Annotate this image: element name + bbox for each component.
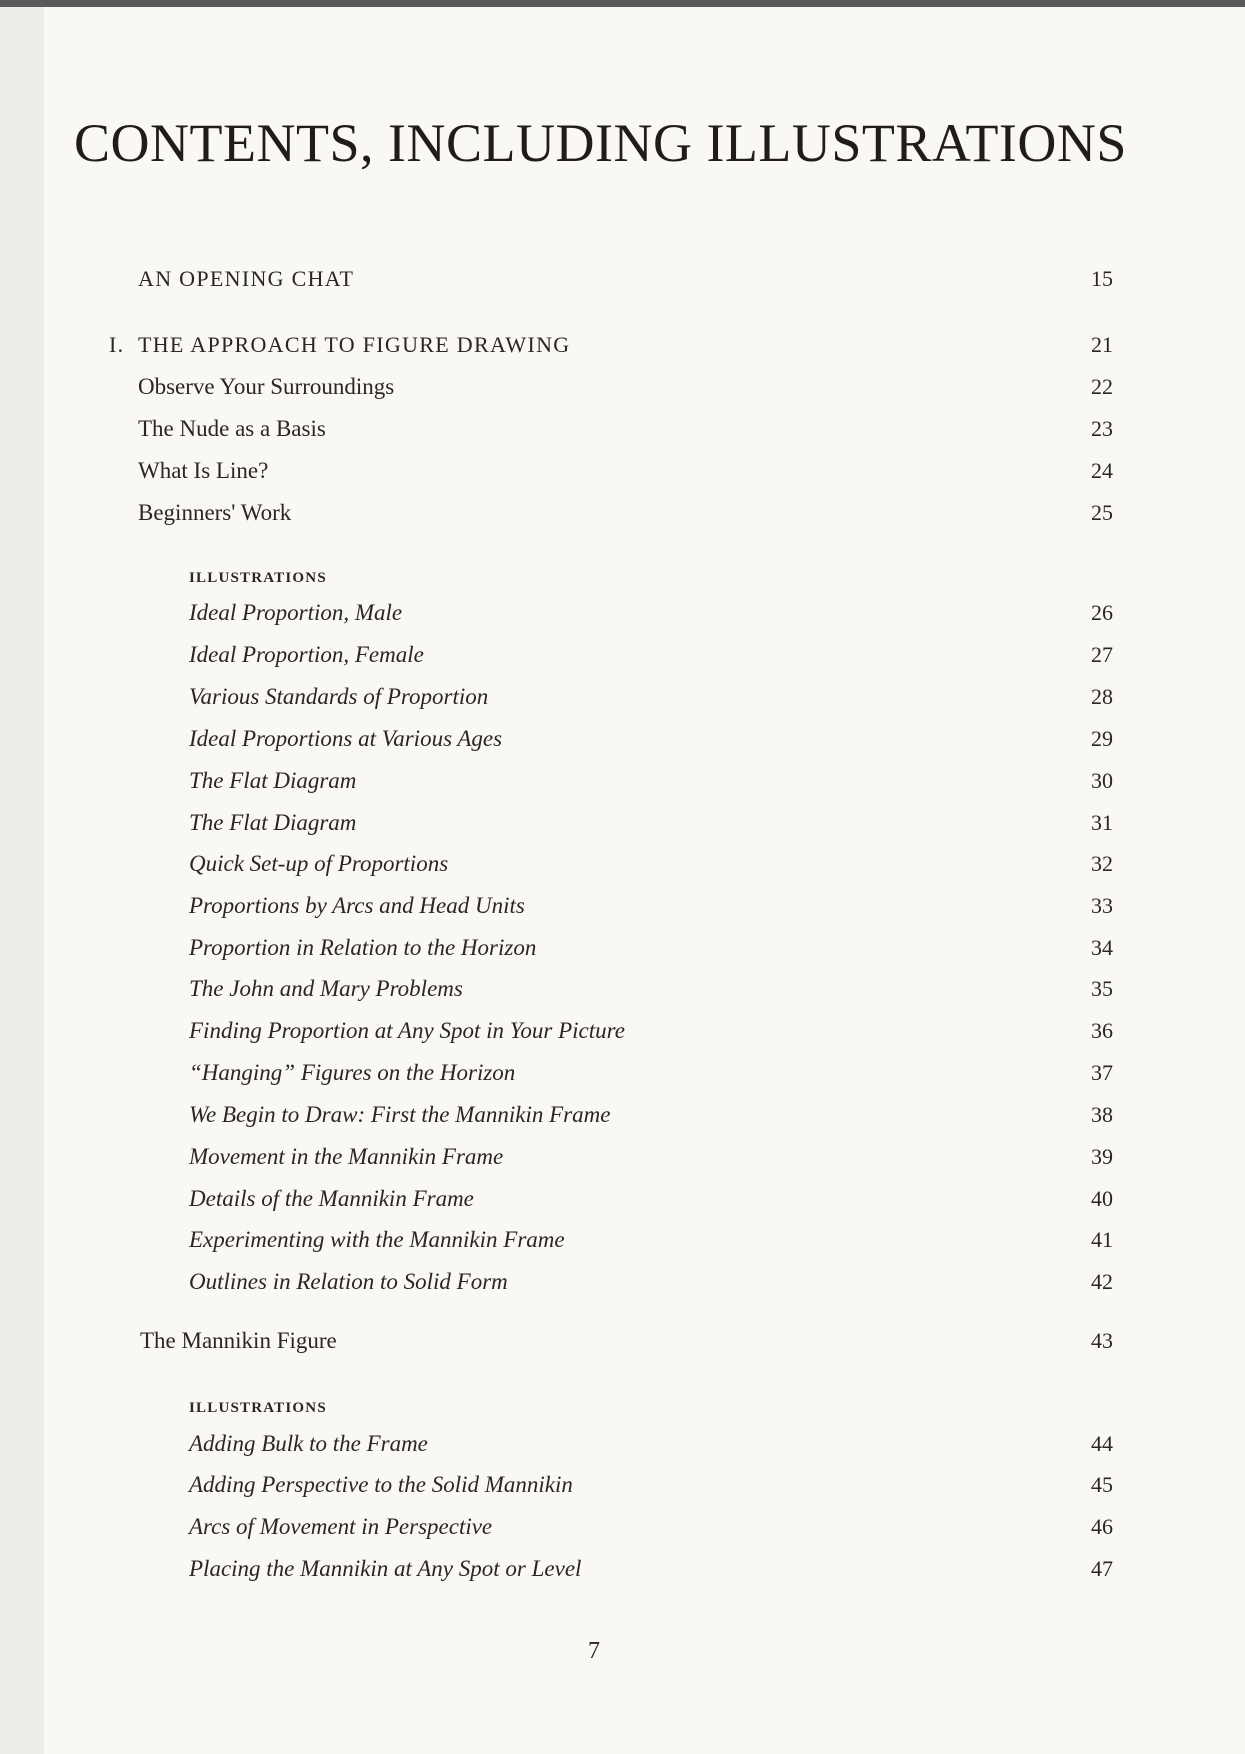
- illustrations-heading-label: ILLUSTRATIONS: [189, 1400, 327, 1416]
- chapter-title: THE APPROACH TO FIGURE DRAWING: [138, 332, 571, 357]
- illustration-label: Experimenting with the Mannikin Frame: [189, 1227, 565, 1252]
- illustration-page: 39: [1091, 1144, 1113, 1169]
- illustration-label: Proportions by Arcs and Head Units: [189, 893, 525, 918]
- illustrations-heading-label: ILLUSTRATIONS: [189, 570, 327, 586]
- illustration-label: The Flat Diagram: [189, 810, 357, 835]
- toc-section-page: 43: [1091, 1328, 1113, 1353]
- toc-illustration: [0, 1431, 1245, 1465]
- illustration-page: 26: [1091, 600, 1113, 625]
- toc-entry-page: 15: [1091, 266, 1113, 291]
- illustration-page: 40: [1091, 1186, 1113, 1211]
- illustration-label: Finding Proportion at Any Spot in Your Picture: [189, 1018, 625, 1043]
- illustration-page: 28: [1091, 684, 1113, 709]
- illustration-label: Adding Bulk to the Frame: [189, 1431, 428, 1456]
- illustration-label: Ideal Proportion, Female: [189, 642, 424, 667]
- toc-section: [0, 458, 1245, 492]
- illustration-page: 38: [1091, 1102, 1113, 1127]
- illustration-label: Movement in the Mannikin Frame: [189, 1144, 504, 1169]
- illustration-label: The Flat Diagram: [189, 768, 357, 793]
- toc-illustration: [0, 893, 1245, 927]
- toc-entry-label: AN OPENING CHAT: [138, 266, 355, 291]
- toc-illustration: [0, 1472, 1245, 1506]
- toc-illustration: [0, 1060, 1245, 1094]
- toc-section-page: 22: [1091, 374, 1113, 399]
- toc-section-page: 24: [1091, 458, 1113, 483]
- toc-section-label: Beginners' Work: [138, 500, 292, 525]
- illustrations-heading: [0, 570, 1245, 604]
- toc-illustration: [0, 600, 1245, 634]
- toc-section: [0, 500, 1245, 534]
- toc-illustration: [0, 1514, 1245, 1548]
- illustration-page: 32: [1091, 851, 1113, 876]
- toc-illustration: [0, 642, 1245, 676]
- toc-section-label: What Is Line?: [138, 458, 269, 483]
- toc-section: [0, 416, 1245, 450]
- page-number: 7: [588, 1638, 600, 1664]
- toc-illustration: [0, 1227, 1245, 1261]
- illustration-page: 29: [1091, 726, 1113, 751]
- scan-top-border: [0, 0, 1245, 7]
- illustration-label: The John and Mary Problems: [189, 976, 463, 1001]
- toc-illustration: [0, 976, 1245, 1010]
- toc-section-page: 25: [1091, 500, 1113, 525]
- illustration-label: Proportion in Relation to the Horizon: [189, 935, 537, 960]
- toc-section-label: Observe Your Surroundings: [138, 374, 395, 399]
- illustration-page: 37: [1091, 1060, 1113, 1085]
- toc-entry-page: 21: [1091, 332, 1113, 357]
- illustration-label: Outlines in Relation to Solid Form: [189, 1269, 508, 1294]
- toc-illustration: [0, 726, 1245, 760]
- illustration-label: Arcs of Movement in Perspective: [189, 1514, 493, 1539]
- toc-illustration: [0, 935, 1245, 969]
- illustration-page: 44: [1091, 1431, 1113, 1456]
- illustration-label: Adding Perspective to the Solid Mannikin: [189, 1472, 573, 1497]
- toc-entry-opening: [0, 266, 1245, 300]
- illustration-page: 42: [1091, 1269, 1113, 1294]
- illustration-label: We Begin to Draw: First the Mannikin Frame: [189, 1102, 611, 1127]
- illustration-page: 45: [1091, 1472, 1113, 1497]
- illustration-label: Quick Set-up of Proportions: [189, 851, 449, 876]
- page-title: CONTENTS, INCLUDING ILLUSTRATIONS: [74, 113, 1127, 173]
- toc-chapter-1: [0, 332, 1245, 366]
- illustration-label: “Hanging” Figures on the Horizon: [189, 1060, 516, 1085]
- illustration-page: 30: [1091, 768, 1113, 793]
- toc-illustration: [0, 1144, 1245, 1178]
- toc-illustration: [0, 810, 1245, 844]
- illustration-page: 46: [1091, 1514, 1113, 1539]
- illustration-label: Various Standards of Proportion: [189, 684, 489, 709]
- toc-section-label: The Mannikin Figure: [140, 1328, 337, 1353]
- illustration-page: 31: [1091, 810, 1113, 835]
- illustration-page: 34: [1091, 935, 1113, 960]
- illustration-page: 41: [1091, 1227, 1113, 1252]
- illustration-page: 27: [1091, 642, 1113, 667]
- toc-illustration: [0, 851, 1245, 885]
- toc-section: [0, 374, 1245, 408]
- illustration-label: Ideal Proportions at Various Ages: [189, 726, 503, 751]
- illustration-page: 36: [1091, 1018, 1113, 1043]
- toc-section: [0, 1328, 1245, 1362]
- toc-illustration: [0, 1102, 1245, 1136]
- toc-illustration: [0, 684, 1245, 718]
- toc-section-label: The Nude as a Basis: [138, 416, 326, 441]
- toc-illustration: [0, 768, 1245, 802]
- toc-illustration: [0, 1269, 1245, 1303]
- toc-section-page: 23: [1091, 416, 1113, 441]
- illustration-label: Placing the Mannikin at Any Spot or Level: [189, 1556, 582, 1581]
- chapter-number: I.: [109, 332, 125, 357]
- illustration-page: 33: [1091, 893, 1113, 918]
- illustrations-heading: [0, 1400, 1245, 1434]
- illustration-page: 47: [1091, 1556, 1113, 1581]
- illustration-label: Ideal Proportion, Male: [189, 600, 403, 625]
- illustration-label: Details of the Mannikin Frame: [189, 1186, 474, 1211]
- illustration-page: 35: [1091, 976, 1113, 1001]
- toc-illustration: [0, 1556, 1245, 1590]
- toc-illustration: [0, 1186, 1245, 1220]
- toc-illustration: [0, 1018, 1245, 1052]
